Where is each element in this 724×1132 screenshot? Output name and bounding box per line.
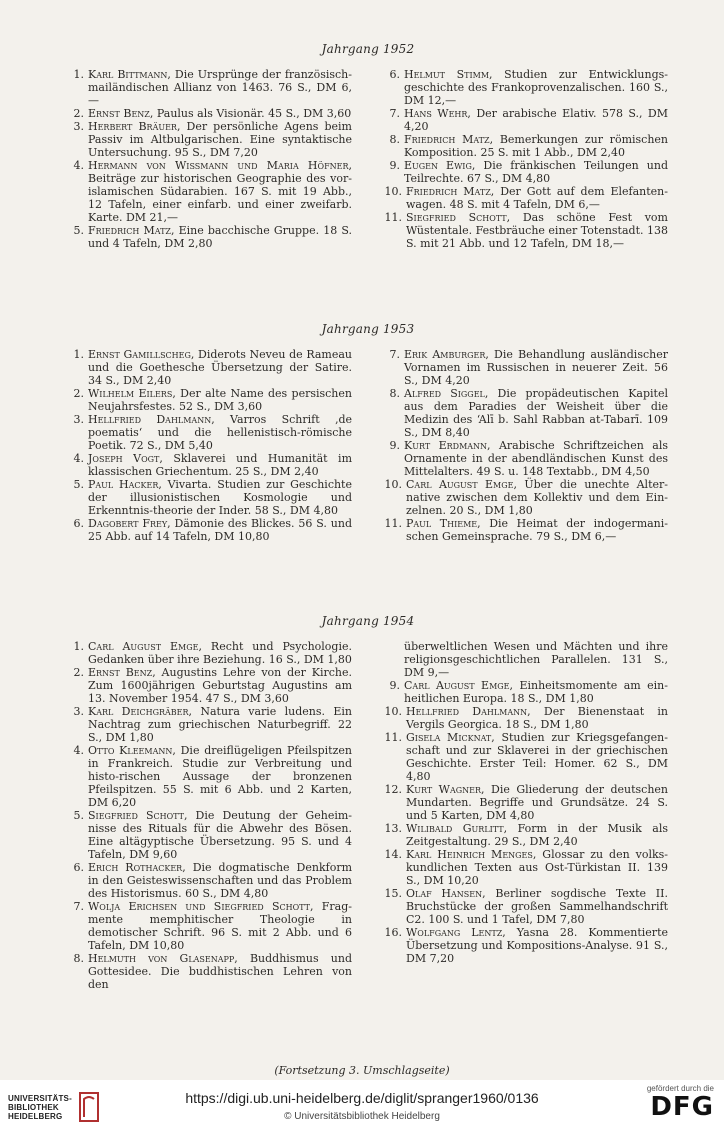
bibliography-entry: [384, 68, 668, 107]
bibliography-entry: [68, 744, 352, 809]
bibliography-entry: [384, 107, 668, 133]
entry-number: 5.: [73, 224, 84, 237]
entry-text: [88, 640, 352, 666]
entry-author: Siegfried Schott: [406, 211, 507, 224]
entry-text: [88, 666, 352, 705]
entry-number: 2.: [73, 107, 84, 120]
entry-title: , Sklaverei und Humanität im klassischen Griechentum. 25 S., DM 2,40: [88, 452, 353, 478]
entry-author: Hermann von Wissmann und Maria Höfner: [88, 159, 349, 172]
bibliography-entry: [68, 387, 352, 413]
dfg-logo[interactable]: [642, 1084, 714, 1128]
entry-title: , Das schöne Fest vom Wüstentale. Festbräuche einer Totenstadt. 138 S. mit 21 Abb. und 12 Tafeln, DM 18,—: [406, 211, 668, 250]
entry-number: 8.: [73, 952, 84, 965]
entry-title: , Paulus als Visionär. 45 S., DM 3,60: [149, 107, 352, 120]
entry-author: Hans Wehr: [404, 107, 468, 120]
bibliography-entry: [384, 783, 668, 822]
entry-text: [88, 224, 352, 250]
entry-number: 6.: [73, 517, 84, 530]
bibliography-entry: [384, 887, 668, 926]
bibliography-entry: [68, 413, 352, 452]
entry-author: Hellfried Dahlmann: [88, 413, 212, 426]
bibliography-entry: [384, 478, 668, 517]
entry-title: , Buddhismus und Gottesidee. Die buddhistischen Lehren von den: [88, 952, 352, 991]
entry-title: , Die propädeutischen Kapitel aus dem Paradies der Weisheit über die Medizin des ‘Alī b. Sahl Rabban at-Tabarī. 109 S., DM 8,40: [404, 387, 668, 439]
bibliography-entry: [68, 666, 352, 705]
library-footer: [0, 1080, 724, 1132]
entry-text: [406, 848, 668, 887]
entry-text: [88, 348, 352, 387]
entry-title: , Dämonie des Blickes. 56 S. und 25 Abb. auf 14 Tafeln, DM 10,80: [88, 517, 352, 543]
entry-text: [88, 120, 352, 159]
entry-author: Siegfried Schott: [88, 809, 184, 822]
entry-number: 11.: [384, 517, 402, 530]
entry-text: [88, 107, 352, 120]
entry-number: 4.: [73, 159, 84, 172]
entry-number: 8.: [389, 133, 400, 146]
entry-number: 9.: [389, 679, 400, 692]
entry-text: [88, 478, 352, 517]
entry-title: , Beiträge zur historischen Geographie des vor-islamischen Südarabien. 167 S. mit 19 Abb., 12 Tafeln, einer einfarb. und einer zweifarb. Karte. DM 21,—: [88, 159, 352, 224]
entry-text: [88, 744, 352, 809]
entry-title: , Varros Schrift ‚de poematis‘ und die hellenistisch-römische Poetik. 72 S., DM 5,40: [88, 413, 353, 452]
entry-author: Wilhelm Eilers: [88, 387, 173, 400]
bibliography-entry: [384, 159, 668, 185]
entry-number: 10.: [384, 185, 402, 198]
bibliography-entry: [68, 952, 352, 991]
entry-number: 5.: [73, 478, 84, 491]
left-column: [68, 68, 352, 250]
entry-text: [406, 887, 668, 926]
entry-text: [406, 478, 668, 517]
entry-number: 6.: [389, 68, 400, 81]
entry-number: 9.: [389, 159, 400, 172]
bibliography-entry: [68, 809, 352, 861]
entry-text: [88, 861, 352, 900]
entry-number: 7.: [389, 107, 400, 120]
entry-author: Joseph Vogt: [88, 452, 160, 465]
entry-author: Kurt Wagner: [406, 783, 482, 796]
entry-author: Karl Deichgräber: [88, 705, 189, 718]
bibliography-entry: [384, 731, 668, 783]
entry-title: , Augustins Lehre von der Kirche. Zum 1600jährigen Geburtstag Augustins am 13. November 1954. 47 S., DM 3,60: [88, 666, 352, 705]
bibliography-entry: [68, 517, 352, 543]
entry-author: Wolfgang Lentz: [406, 926, 503, 939]
entry-text: [88, 452, 352, 478]
entry-text: [406, 185, 668, 211]
entry-text: [88, 517, 352, 543]
entry-author: Karl Heinrich Menges: [406, 848, 533, 861]
entry-number: 13.: [384, 822, 402, 835]
entry-author: Wilibald Gurlitt: [406, 822, 504, 835]
entry-author: Herbert Bräuer: [88, 120, 177, 133]
entry-title: , Die dreiflügeligen Pfeilspitzen in Frankreich. Studie zur Verbreitung und histo-rischen Aussage der bronzenen Pfeilspitzen. 55 S. mit 6 Abb. und 2 Karten, DM 6,20: [88, 744, 352, 809]
left-column: [68, 640, 352, 991]
entry-title: , Glossar zu den volks-kundlichen Texten aus Ost-Türkistan II. 139 S., DM 10,20: [406, 848, 668, 887]
entry-text: [88, 705, 352, 744]
bibliography-entry: [384, 348, 668, 387]
entry-text: [88, 900, 352, 952]
bibliography-entry: [68, 452, 352, 478]
entry-text: [404, 133, 668, 159]
dfg-wordmark: DFG: [650, 1092, 714, 1122]
entry-title: , Form in der Musik als Zeitgestaltung. 29 S., DM 2,40: [406, 822, 668, 848]
entry-title: , Der alte Name des persischen Neujahrsfestes. 52 S., DM 3,60: [88, 387, 352, 413]
entry-title: , Recht und Psychologie. Gedanken über ihre Beziehung. 16 S., DM 1,80: [88, 640, 352, 666]
permalink-url[interactable]: https://digi.ub.uni-heidelberg.de/diglit/spranger1960/0136: [185, 1090, 539, 1106]
entry-number: 10.: [384, 705, 402, 718]
bibliography-entry: [384, 185, 668, 211]
dfg-caption: gefördert durch die: [646, 1084, 714, 1093]
entry-title: , Studien zur Kriegsgefangen-schaft und zur Sklaverei in der griechischen Geschichte. Erster Teil: Homer. 62 S., DM 4,80: [406, 731, 668, 783]
section-1954: [68, 614, 668, 991]
right-column: [384, 640, 668, 991]
entry-title: , Der Bienenstaat in Vergils Georgica. 18 S., DM 1,80: [406, 705, 668, 731]
entry-text: [88, 413, 352, 452]
entry-author: Friedrich Matz: [88, 224, 171, 237]
continuation-note: (Fortsetzung 3. Umschlagseite): [274, 1064, 450, 1077]
entry-title: , Vivarta. Studien zur Geschichte der illusionistischen Kosmologie und Erkenntnis-theorie der Inder. 58 S., DM 4,80: [88, 478, 352, 517]
entry-number: 16.: [384, 926, 402, 939]
entry-author: Erik Amburger: [404, 348, 486, 361]
entry-number: 2.: [73, 387, 84, 400]
entry-author: Carl August Emge: [404, 679, 510, 692]
entry-title: , Über die unechte Alter-native zwischen dem Kollektiv und dem Ein-zelnen. 20 S., DM 1,80: [406, 478, 668, 517]
entry-text: [404, 679, 668, 705]
entry-number: 15.: [384, 887, 402, 900]
entry-text: [88, 387, 352, 413]
entry-number: 10.: [384, 478, 402, 491]
entry-author: Gisela Micknat: [406, 731, 492, 744]
entry-number: 6.: [73, 861, 84, 874]
entry-author: Friedrich Matz: [404, 133, 490, 146]
bibliography-entry: [68, 900, 352, 952]
entry-author: Ernst Gamillscheg: [88, 348, 191, 361]
entry-number: 3.: [73, 413, 84, 426]
entry-number: 3.: [73, 120, 84, 133]
entry-title: , Natura varie ludens. Ein Nachtrag zum griechischen Naturbegriff. 22 S., DM 1,80: [88, 705, 352, 744]
bibliography-entry: [384, 705, 668, 731]
section-title: Jahrgang 1953: [321, 322, 415, 336]
entry-text: [88, 159, 352, 224]
entry-author: Erich Rothacker: [88, 861, 183, 874]
bibliography-entry: [384, 387, 668, 439]
bibliography-entry: [384, 211, 668, 250]
entry-title: , Die Behandlung ausländischer Vornamen im Russischen in neuerer Zeit. 56 S., DM 4,20: [404, 348, 668, 387]
entry-author: Hellfried Dahlmann: [406, 705, 528, 718]
entry-title: , Der Gott auf dem Elefanten-wagen. 48 S. mit 4 Tafeln, DM 6,—: [406, 185, 668, 211]
bibliography-entry: [68, 159, 352, 224]
entry-number: 8.: [389, 387, 400, 400]
entry-author: Carl August Emge: [406, 478, 514, 491]
bibliography-entry: [68, 861, 352, 900]
entry-author: Wolja Erichsen und Siegfried Schott: [88, 900, 310, 913]
entry-number: 3.: [73, 705, 84, 718]
entry-number: 11.: [384, 731, 402, 744]
entry-title: , Bemerkungen zur römischen Komposition. 25 S. mit 1 Abb., DM 2,40: [404, 133, 668, 159]
bibliography-entry: [384, 848, 668, 887]
entry-author: Dagobert Frey: [88, 517, 168, 530]
entry-text: [404, 68, 668, 107]
entry-author: Helmut Stimm: [404, 68, 490, 81]
entry-title: , Diderots Neveu de Rameau und die Goethesche Übersetzung der Satire. 34 S., DM 2,40: [88, 348, 352, 387]
entry-author: Ernst Benz: [88, 666, 153, 679]
entry-author: Ernst Benz: [88, 107, 150, 120]
entry-text: [404, 107, 668, 133]
copyright-text: © Universitätsbibliothek Heidelberg: [284, 1111, 440, 1122]
bibliography-entry: [384, 822, 668, 848]
entry-text: [88, 809, 352, 861]
entry-author: Paul Thieme: [406, 517, 478, 530]
entry-author: Carl August Emge: [88, 640, 199, 653]
entry-text: [404, 348, 668, 387]
entry-text: [406, 822, 668, 848]
entry-number: 5.: [73, 809, 84, 822]
entry-text: [404, 439, 668, 478]
entry-text: [88, 952, 352, 991]
entry-author: Olaf Hansen: [406, 887, 483, 900]
entry-title: , Die Deutung der Geheim-nisse des Rituals für die Abwehr des Bösen. Eine altägyptische Übersetzung. 95 S. und 4 Tafeln, DM 9,60: [88, 809, 352, 861]
entry-title: , Die dogmatische Denkform in den Geisteswissenschaften und das Problem des Historismus. 60 S., DM 4,80: [88, 861, 353, 900]
entry-author: Otto Kleemann: [88, 744, 173, 757]
entry-author: Friedrich Matz: [406, 185, 491, 198]
entry-text: [406, 926, 668, 965]
bibliography-entry: [384, 517, 668, 543]
entry-title: , Arabische Schriftzeichen als Ornamente in der abendländischen Kunst des Mittelalters. 49 S. u. 148 Textabb., DM 4,50: [404, 439, 668, 478]
entry-author: Alfred Siggel: [404, 387, 485, 400]
bibliography-entry: [68, 224, 352, 250]
library-name: UNIVERSITÄTS- BIBLIOTHEK HEIDELBERG: [8, 1093, 72, 1121]
section-1953: [68, 322, 668, 543]
entry-text: [406, 517, 668, 543]
left-column: [68, 348, 352, 543]
entry-text: [406, 211, 668, 250]
entry-title: , Der arabische Elativ. 578 S., DM 4,20: [404, 107, 669, 133]
entry-number: 2.: [73, 666, 84, 679]
entry-title: , Berliner sogdische Texte II. Bruchstücke der großen Sammelhandschrift C2. 100 S. und 1 Tafel, DM 7,80: [406, 887, 668, 926]
entry-title: , Die Gliederung der deutschen Mundarten. Begriffe und Grundsätze. 24 S. und 5 Karten, DM 4,80: [406, 783, 668, 822]
entry-author: Karl Bittmann: [88, 68, 168, 81]
bibliography-entry: [68, 120, 352, 159]
entry-continuation: überweltlichen Wesen und Mächten und ihre religionsgeschichtlichen Parallelen. 131 S., DM 9,—: [404, 640, 668, 679]
entry-title: , Die Heimat der indogermani-schen Gemeinsprache. 79 S., DM 6,—: [406, 517, 668, 543]
entry-number: 14.: [384, 848, 402, 861]
bibliography-entry: [68, 107, 352, 120]
bibliography-entry: [68, 478, 352, 517]
entry-author: Helmuth von Glasenapp: [88, 952, 235, 965]
entry-text: [406, 705, 668, 731]
entry-text: [406, 731, 668, 783]
section-title: Jahrgang 1954: [321, 614, 415, 628]
entry-text: [404, 159, 668, 185]
entry-number: 1.: [73, 68, 84, 81]
entry-title: , Eine bacchische Gruppe. 18 S. und 4 Tafeln, DM 2,80: [88, 224, 352, 250]
entry-author: Paul Hacker: [88, 478, 159, 491]
entry-title: , Der persönliche Agens beim Passiv im Altbulgarischen. Eine syntaktische Untersuchung. 95 S., DM 7,20: [88, 120, 352, 159]
entry-number: 11.: [384, 211, 402, 224]
right-column: [384, 348, 668, 543]
entry-number: 1.: [73, 640, 84, 653]
section-title: Jahrgang 1952: [321, 42, 415, 56]
bibliography-entry: [68, 68, 352, 107]
entry-number: 4.: [73, 452, 84, 465]
entry-number: 7.: [73, 900, 84, 913]
entry-text: [406, 783, 668, 822]
entry-text: [404, 387, 668, 439]
entry-title: , Yasna 28. Kommentierte Übersetzung und Kompositions-Analyse. 91 S., DM 7,20: [406, 926, 668, 965]
entry-number: 12.: [384, 783, 402, 796]
bibliography-entry: [68, 640, 352, 666]
entry-title: , Die fränkischen Teilungen und Teilrechte. 67 S., DM 4,80: [404, 159, 668, 185]
entry-title: , Studien zur Entwicklungs-geschichte des Frankoprovenzalischen. 160 S., DM 12,—: [404, 68, 668, 107]
right-column: [384, 68, 668, 250]
bibliography-entry: [68, 705, 352, 744]
bibliography-entry: [384, 679, 668, 705]
entry-number: 9.: [389, 439, 400, 452]
entry-author: Kurt Erdmann: [404, 439, 488, 452]
bibliography-entry: [68, 348, 352, 387]
entry-title: , Einheitsmomente am ein-heitlichen Europa. 18 S., DM 1,80: [404, 679, 668, 705]
entry-number: 7.: [389, 348, 400, 361]
bibliography-entry: [384, 926, 668, 965]
entry-number: 1.: [73, 348, 84, 361]
entry-title: , Frag-mente memphitischer Theologie in demotischer Schrift. 96 S. mit 2 Abb. und 6 Tafeln, DM 10,80: [88, 900, 352, 952]
bibliography-entry: [384, 439, 668, 478]
entry-number: 4.: [73, 744, 84, 757]
entry-author: Eugen Ewig: [404, 159, 472, 172]
section-1952: [68, 42, 668, 250]
entry-text: [88, 68, 352, 107]
entry-title: , Die Ursprünge der französisch-mailändischen Allianz von 1463. 76 S., DM 6,—: [88, 68, 352, 107]
bibliography-entry: [384, 133, 668, 159]
